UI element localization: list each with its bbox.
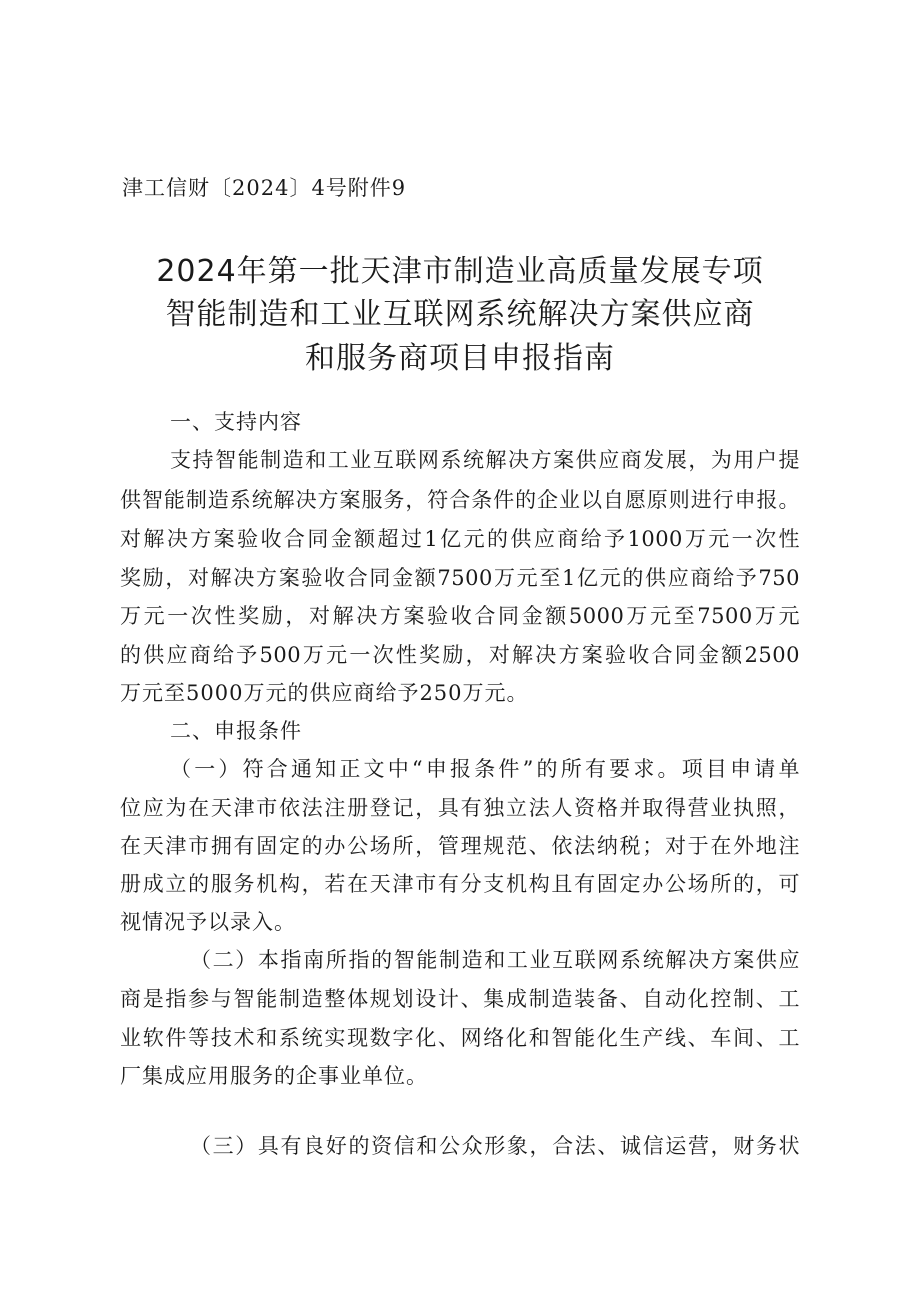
section-1-line: 奖励，对解决方案验收合同金额7500万元至1亿元的供应商给予750	[120, 566, 800, 590]
item-1-line: 在天津市拥有固定的办公场所，管理规范、依法纳税；对于在外地注	[120, 834, 800, 858]
section-1-line: 万元一次性奖励，对解决方案验收合同金额5000万元至7500万元	[120, 604, 800, 628]
item-3-line: （三）具有良好的资信和公众形象，合法、诚信运营，财务状	[190, 1134, 800, 1158]
section-1-line: 万元至5000万元的供应商给予250万元。	[120, 681, 529, 705]
document-reference: 津工信财〔2024〕4号附件9	[122, 176, 407, 200]
section-1-line: 支持智能制造和工业互联网系统解决方案供应商发展，为用户提	[170, 448, 800, 472]
item-1-line: 视情况予以录入。	[120, 910, 296, 934]
item-1-line: 位应为在天津市依法注册登记，具有独立法人资格并取得营业执照，	[120, 796, 800, 820]
title-line-2: 智能制造和工业互联网系统解决方案供应商	[165, 297, 755, 332]
title-line-1: 2024年第一批天津市制造业高质量发展专项	[156, 254, 764, 289]
item-1-line: 册成立的服务机构，若在天津市有分支机构且有固定办公场所的，可	[120, 872, 800, 896]
item-1-line: （一）符合通知正文中“申报条件”的所有要求。项目申请单	[170, 757, 800, 781]
item-2-line: 商是指参与智能制造整体规划设计、集成制造装备、自动化控制、工	[120, 987, 800, 1011]
title-line-3: 和服务商项目申报指南	[305, 341, 615, 376]
section-2-heading: 二、申报条件	[170, 719, 302, 743]
section-1-line: 的供应商给予500万元一次性奖励，对解决方案验收合同金额2500	[120, 643, 800, 667]
section-1-heading: 一、支持内容	[170, 410, 302, 434]
section-1-line: 对解决方案验收合同金额超过1亿元的供应商给予1000万元一次性	[120, 527, 800, 551]
item-2-line: 厂集成应用服务的企事业单位。	[120, 1064, 428, 1088]
section-1-line: 供智能制造系统解决方案服务，符合条件的企业以自愿原则进行申报。	[120, 488, 800, 512]
item-2-line: （二）本指南所指的智能制造和工业互联网系统解决方案供应	[190, 948, 800, 972]
item-2-line: 业软件等技术和系统实现数字化、网络化和智能化生产线、车间、工	[120, 1026, 800, 1050]
